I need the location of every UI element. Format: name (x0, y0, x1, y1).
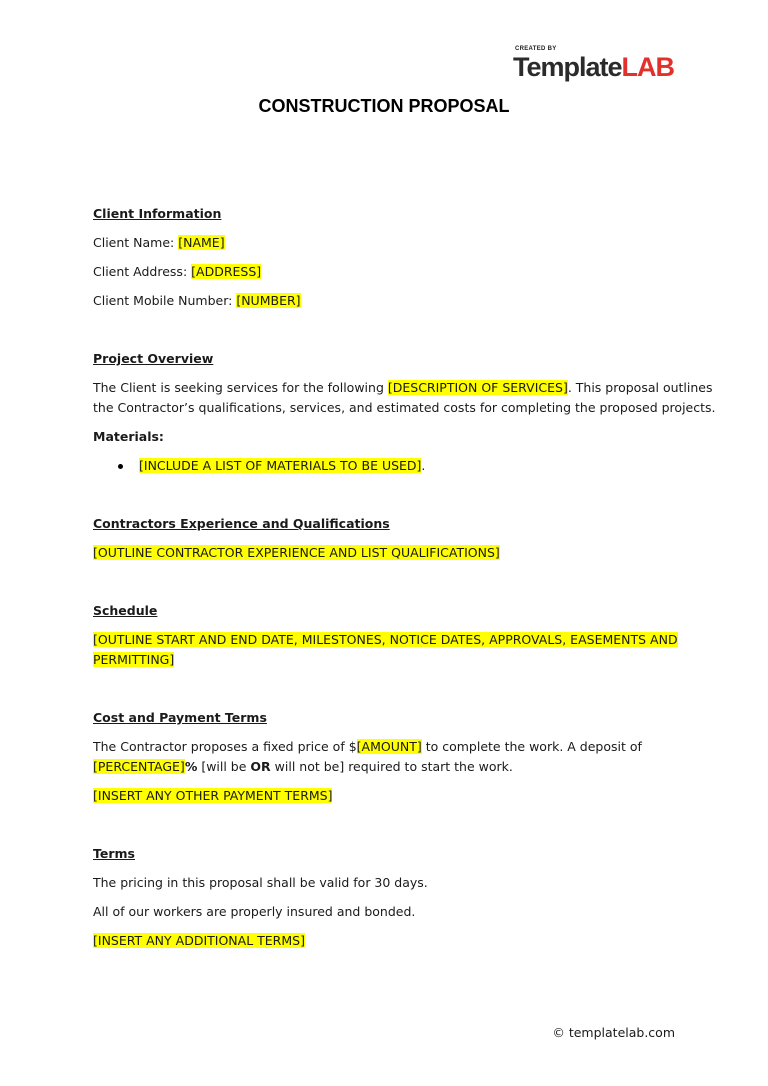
cost-text: The Contractor proposes a fixed price of $ (93, 739, 357, 754)
materials-label: Materials: (93, 429, 164, 444)
cost-other-line (93, 786, 683, 806)
bullet-icon (118, 464, 123, 469)
logo-lab-text: LAB (621, 52, 674, 82)
terms-line1: The pricing in this proposal shall be valid for 30 days. (93, 875, 428, 890)
cost-text-post: to complete the work. A deposit of (421, 739, 642, 754)
footer-copyright: © templatelab.com (552, 1025, 675, 1040)
client-name-placeholder: [NAME] (178, 235, 225, 250)
percentage-placeholder: [PERCENTAGE] (93, 759, 185, 774)
materials-placeholder: [INCLUDE A LIST OF MATERIALS TO BE USED] (139, 458, 422, 473)
schedule-placeholder-1: [OUTLINE START AND END DATE, MILESTONES, NOTICE DATES, APPROVALS, EASEMENTS AND (93, 632, 678, 647)
document-body (93, 204, 716, 951)
overview-text: The Client is seeking services for the following (93, 380, 388, 395)
materials-period: . (421, 458, 426, 473)
client-name-line (93, 233, 683, 253)
terms-additional-line (93, 931, 683, 951)
payment-terms-placeholder: [INSERT ANY OTHER PAYMENT TERMS] (93, 788, 333, 803)
experience-line (93, 543, 683, 563)
or-text: OR (250, 759, 271, 774)
project-overview-heading: Project Overview (93, 351, 214, 366)
schedule-line2 (93, 650, 683, 670)
materials-list-item (93, 456, 683, 476)
client-name-label: Client Name: (93, 235, 179, 250)
client-info-heading: Client Information (93, 206, 222, 221)
logo-created-by: CREATED BY (514, 46, 557, 52)
logo-template-text: Template (512, 52, 622, 82)
additional-terms-placeholder: [INSERT ANY ADDITIONAL TERMS] (93, 933, 305, 948)
project-overview-line2: the Contractor’s qualifications, services, and estimated costs for completing the proposed projects. (93, 400, 716, 415)
cost-line2 (93, 757, 683, 777)
amount-placeholder: [AMOUNT] (356, 739, 422, 754)
terms-line2: All of our workers are properly insured and bonded. (93, 904, 416, 919)
terms-heading: Terms (93, 846, 135, 861)
page-title: CONSTRUCTION PROPOSAL (258, 96, 510, 116)
templatelab-logo (513, 46, 674, 81)
client-mobile-line (93, 291, 683, 311)
percent-sign: % (184, 759, 198, 774)
overview-text-post: . This proposal outlines (567, 380, 713, 395)
client-address-line (93, 262, 683, 282)
project-overview-line1 (93, 378, 713, 398)
cost-heading: Cost and Payment Terms (93, 710, 267, 725)
client-address-label: Client Address: (93, 264, 192, 279)
logo-wordmark (513, 53, 674, 81)
cost-line1 (93, 737, 683, 757)
schedule-heading: Schedule (93, 603, 158, 618)
client-address-placeholder: [ADDRESS] (191, 264, 262, 279)
services-placeholder: [DESCRIPTION OF SERVICES] (387, 380, 568, 395)
schedule-placeholder-2: PERMITTING] (93, 652, 175, 667)
client-mobile-placeholder: [NUMBER] (236, 293, 301, 308)
experience-placeholder: [OUTLINE CONTRACTOR EXPERIENCE AND LIST QUALIFICATIONS] (93, 545, 500, 560)
experience-heading: Contractors Experience and Qualifications (93, 516, 390, 531)
deposit-text-a: [will be (197, 759, 251, 774)
client-mobile-label: Client Mobile Number: (93, 293, 237, 308)
deposit-text-b: will not be] required to start the work. (270, 759, 513, 774)
schedule-line1 (93, 630, 683, 650)
